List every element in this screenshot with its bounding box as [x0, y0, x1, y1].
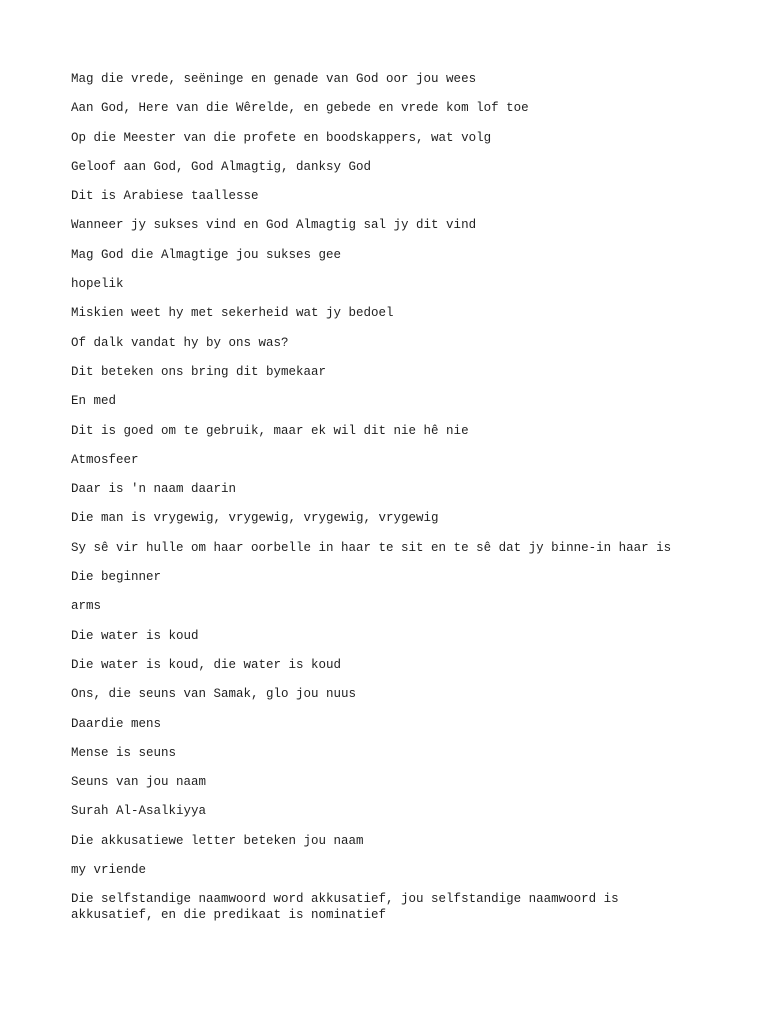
document-page: [71, 71, 681, 937]
text-line: Sy sê vir hulle om haar oorbelle in haar te sit en te sê dat jy binne-in haar is: [71, 540, 672, 555]
text-line: Die akkusatiewe letter beteken jou naam: [71, 833, 364, 848]
text-line: Atmosfeer: [71, 452, 139, 467]
text-line: Op die Meester van die profete en boodskappers, wat volg: [71, 130, 492, 145]
text-line: Seuns van jou naam: [71, 775, 207, 790]
text-line: Dit is Arabiese taallesse: [71, 189, 259, 204]
text-line: Surah Al-Asalkiyya: [71, 804, 207, 819]
text-line: Die selfstandige naamwoord word akkusatief, jou selfstandige naamwoord is akkusatief, en die predikaat is nominatief: [71, 892, 627, 923]
text-line: Die water is koud, die water is koud: [71, 657, 342, 672]
text-line: En med: [71, 394, 117, 409]
text-line: Geloof aan God, God Almagtig, danksy God: [71, 159, 372, 174]
text-line: Wanneer jy sukses vind en God Almagtig sal jy dit vind: [71, 218, 477, 233]
text-line: Die water is koud: [71, 628, 199, 643]
text-line: Daardie mens: [71, 716, 162, 731]
text-line: Of dalk vandat hy by ons was?: [71, 335, 289, 350]
text-line: hopelik: [71, 277, 124, 292]
text-line: Mag God die Almagtige jou sukses gee: [71, 247, 342, 262]
text-line: Die man is vrygewig, vrygewig, vrygewig, vrygewig: [71, 511, 439, 526]
text-line: Ons, die seuns van Samak, glo jou nuus: [71, 687, 357, 702]
text-line: Miskien weet hy met sekerheid wat jy bedoel: [71, 306, 394, 321]
text-line: my vriende: [71, 863, 147, 878]
text-line: Die beginner: [71, 570, 162, 585]
text-line: Dit is goed om te gebruik, maar ek wil dit nie hê nie: [71, 423, 469, 438]
text-line: arms: [71, 599, 102, 614]
text-line: Mag die vrede, seëninge en genade van God oor jou wees: [71, 72, 477, 86]
text-line: Daar is 'n naam daarin: [71, 482, 237, 497]
text-line: Aan God, Here van die Wêrelde, en gebede en vrede kom lof toe: [71, 101, 529, 116]
text-line: Mense is seuns: [71, 745, 177, 760]
text-line: Dit beteken ons bring dit bymekaar: [71, 364, 327, 379]
